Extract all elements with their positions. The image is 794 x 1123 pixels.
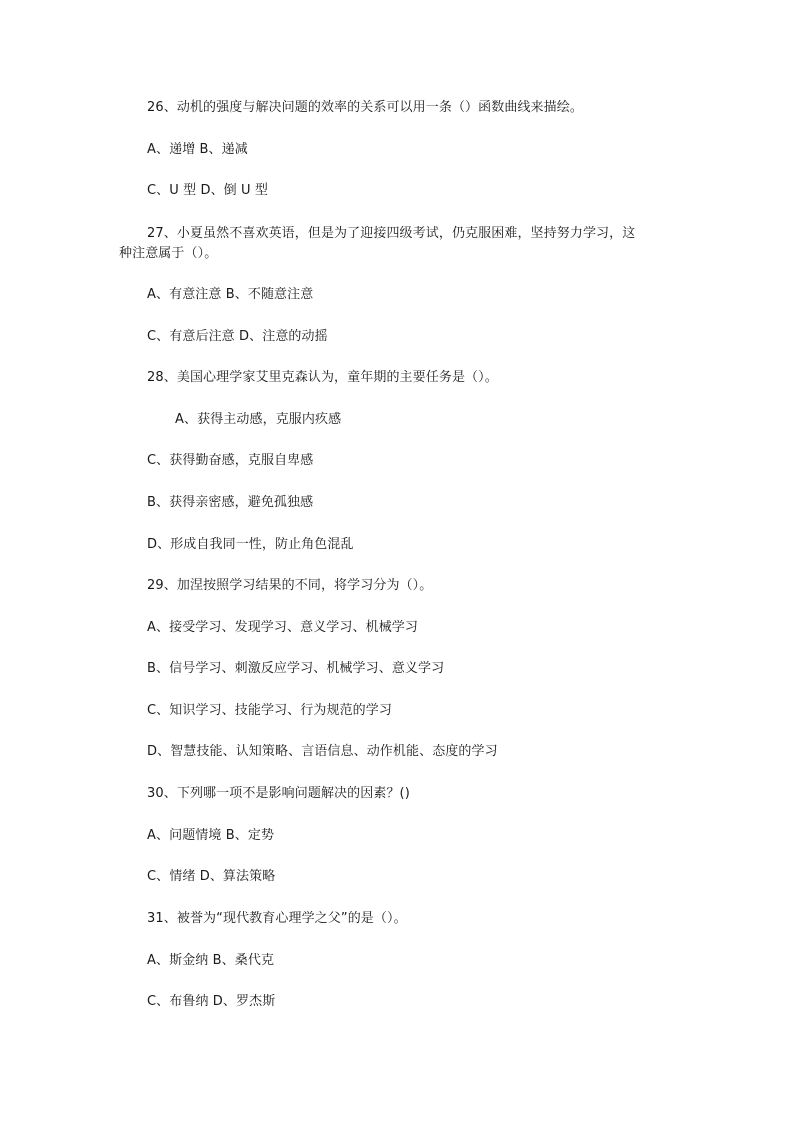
question-26-stem: 26、动机的强度与解决问题的效率的关系可以用一条（）函数曲线来描绘。 bbox=[147, 100, 583, 115]
question-30-option-cd: C、情绪 D、算法策略 bbox=[147, 869, 276, 884]
question-31-stem: 31、被誉为“现代教育心理学之父”的是（）。 bbox=[147, 911, 407, 926]
question-28-option-a: A、获得主动感，克服内疚感 bbox=[175, 412, 342, 427]
question-29-option-a: A、接受学习、发现学习、意义学习、机械学习 bbox=[147, 620, 418, 635]
question-27-option-cd: C、有意后注意 D、注意的动摇 bbox=[147, 329, 328, 344]
question-28-stem: 28、美国心理学家艾里克森认为，童年期的主要任务是（）。 bbox=[147, 370, 498, 385]
question-27-stem-line1: 27、小夏虽然不喜欢英语，但是为了迎接四级考试，仍克服困难，坚持努力学习，这 bbox=[147, 226, 636, 241]
question-28-option-c: C、获得勤奋感，克服自卑感 bbox=[147, 453, 314, 468]
question-29-option-d: D、智慧技能、认知策略、言语信息、动作机能、态度的学习 bbox=[147, 744, 498, 759]
question-28-option-b: B、获得亲密感，避免孤独感 bbox=[147, 495, 314, 510]
question-29-stem: 29、加涅按照学习结果的不同，将学习分为（）。 bbox=[147, 578, 433, 593]
question-30-stem: 30、下列哪一项不是影响问题解决的因素？() bbox=[147, 786, 410, 801]
question-31-option-cd: C、布鲁纳 D、罗杰斯 bbox=[147, 994, 276, 1009]
question-26-option-ab: A、递增 B、递减 bbox=[147, 142, 248, 157]
question-27-stem-line2: 种注意属于（）。 bbox=[119, 246, 218, 261]
question-28-option-d: D、形成自我同一性，防止角色混乱 bbox=[147, 537, 354, 552]
question-29-option-b: B、信号学习、刺激反应学习、机械学习、意义学习 bbox=[147, 661, 445, 676]
question-27-option-ab: A、有意注意 B、不随意注意 bbox=[147, 287, 314, 302]
question-26-option-cd: C、U 型 D、倒 U 型 bbox=[147, 183, 268, 198]
question-29-option-c: C、知识学习、技能学习、行为规范的学习 bbox=[147, 703, 392, 718]
question-30-option-ab: A、问题情境 B、定势 bbox=[147, 828, 275, 843]
question-31-option-ab: A、斯金纳 B、桑代克 bbox=[147, 953, 275, 968]
